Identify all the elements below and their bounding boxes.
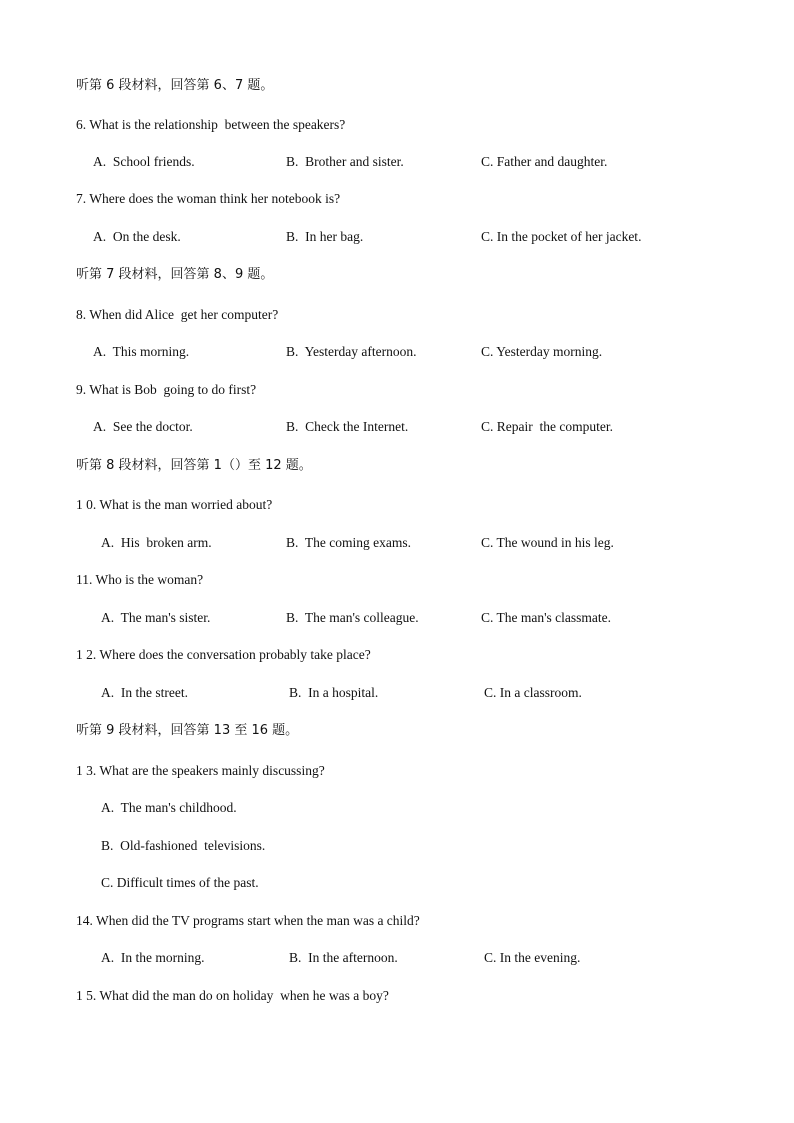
question-13-stem: 1 3. What are the speakers mainly discussing? [76, 763, 325, 778]
section-heading [0, 721, 794, 741]
option-b: B. Check the Internet. [286, 419, 409, 434]
option-c: C. Difficult times of the past. [101, 875, 259, 890]
option-a: A. On the desk. [93, 229, 181, 244]
question-stem [0, 189, 794, 209]
option-row [0, 152, 794, 172]
question-11-stem: 11. Who is the woman? [76, 572, 204, 587]
option-c: C. In the evening. [484, 950, 581, 965]
option-row [0, 342, 794, 362]
section-heading [0, 76, 794, 96]
option-a: A. In the morning. [101, 950, 205, 965]
option-c: C. Father and daughter. [481, 154, 608, 169]
section-heading [0, 456, 794, 476]
option-row [0, 683, 794, 703]
question-7-stem: 7. Where does the woman think her notebook is? [76, 191, 341, 206]
question-stem [0, 380, 794, 400]
question-stem [0, 570, 794, 590]
question-6-stem: 6. What is the relationship between the speakers? [76, 117, 346, 132]
question-10-stem: 1 0. What is the man worried about? [76, 497, 273, 512]
option-a: A. His broken arm. [101, 535, 212, 550]
option-c: C. Yesterday morning. [481, 344, 603, 359]
option-b: B. In the afternoon. [289, 950, 398, 965]
question-stem [0, 305, 794, 325]
option-row [0, 873, 794, 893]
option-b: B. In her bag. [286, 229, 364, 244]
section-heading-text: 听第 9 段材料，回答第 13 至 16 题。 [76, 723, 299, 738]
option-a: A. See the doctor. [93, 419, 193, 434]
option-c: C. In the pocket of her jacket. [481, 229, 642, 244]
option-b: B. Old-fashioned televisions. [101, 838, 266, 853]
option-row [0, 533, 794, 553]
option-c: C. Repair the computer. [481, 419, 613, 434]
option-row [0, 798, 794, 818]
option-a: A. In the street. [101, 685, 188, 700]
section-heading-text: 听第 8 段材料，回答第 1（）至 12 题。 [76, 458, 312, 473]
question-stem [0, 495, 794, 515]
question-stem [0, 645, 794, 665]
question-stem [0, 761, 794, 781]
section-heading [0, 265, 794, 285]
option-b: B. In a hospital. [289, 685, 379, 700]
question-15-stem: 1 5. What did the man do on holiday when he was a boy? [76, 988, 389, 1003]
option-c: C. The man's classmate. [481, 610, 612, 625]
option-a: A. This morning. [93, 344, 190, 359]
section-heading-text: 听第 6 段材料，回答第 6、7 题。 [76, 78, 274, 93]
option-b: B. The coming exams. [286, 535, 411, 550]
option-row [0, 836, 794, 856]
option-b: B. Yesterday afternoon. [286, 344, 417, 359]
option-b: B. Brother and sister. [286, 154, 404, 169]
section-heading-text: 听第 7 段材料，回答第 8、9 题。 [76, 267, 274, 282]
question-stem [0, 986, 794, 1006]
option-b: B. The man's colleague. [286, 610, 419, 625]
option-row [0, 417, 794, 437]
option-c: C. The wound in his leg. [481, 535, 614, 550]
question-8-stem: 8. When did Alice get her computer? [76, 307, 279, 322]
question-stem [0, 911, 794, 931]
option-a: A. The man's sister. [101, 610, 211, 625]
option-row [0, 948, 794, 968]
question-stem [0, 115, 794, 135]
option-a: A. School friends. [93, 154, 195, 169]
option-a: A. The man's childhood. [101, 800, 237, 815]
option-row [0, 227, 794, 247]
question-12-stem: 1 2. Where does the conversation probably take place? [76, 647, 371, 662]
option-c: C. In a classroom. [484, 685, 582, 700]
question-14-stem: 14. When did the TV programs start when the man was a child? [76, 913, 420, 928]
question-9-stem: 9. What is Bob going to do first? [76, 382, 257, 397]
option-row [0, 608, 794, 628]
